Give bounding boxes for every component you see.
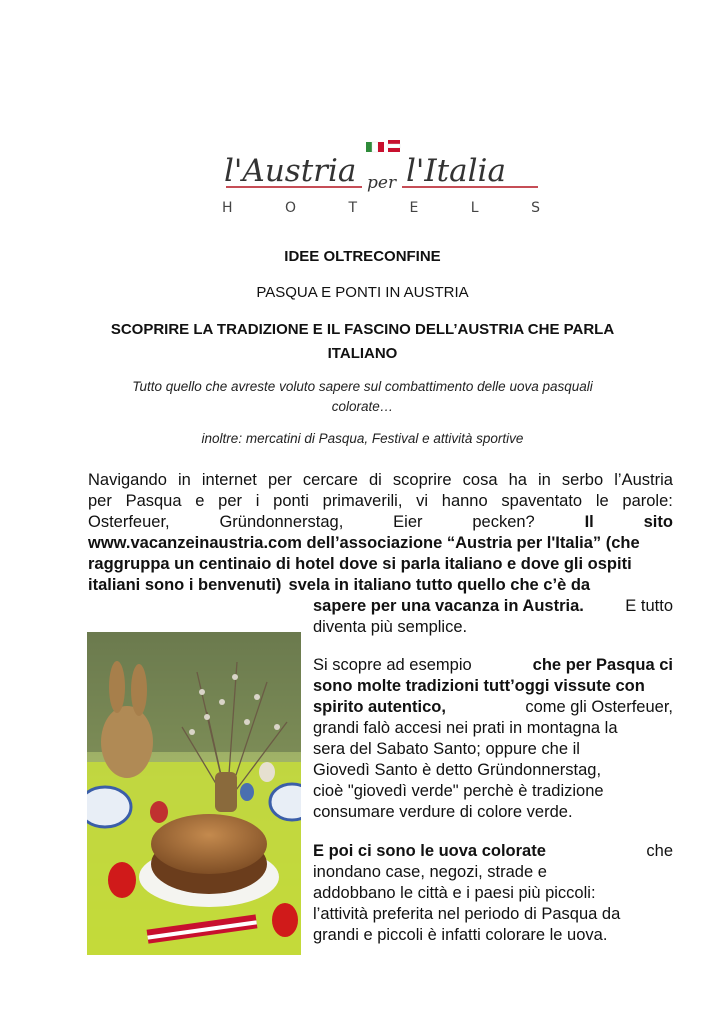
- easter-photo-image: [87, 632, 301, 955]
- paragraph-intro: [88, 470, 673, 596]
- text-line: diventa più semplice.: [313, 618, 468, 636]
- lead-line: Tutto quello che avreste voluto sapere sul combattimento delle uova pasquali: [132, 379, 593, 394]
- lead-text: [90, 377, 635, 417]
- text-line: grandi falò accesi nei prati in montagna la: [313, 719, 618, 737]
- text-line: sera del Sabato Santo; oppure che il: [313, 740, 580, 758]
- logo-text-per: per: [367, 173, 397, 193]
- text-line: raggruppa un centinaio di hotel dove si parla italiano e dove gli ospiti: [88, 555, 632, 573]
- text-line: per Pasqua e per i ponti primaverili, vi hanno spaventato le parole:: [88, 492, 673, 510]
- title-line: ITALIANO: [327, 345, 398, 362]
- text-line: Si scopre ad esempio che per Pasqua ci: [313, 656, 673, 674]
- logo-hotels: [222, 200, 540, 216]
- text-line: addobbano le città e i paesi più piccoli:: [313, 884, 596, 902]
- text-line: italiani sono i benvenuti) svela in italiano tutto quello che c’è da: [88, 576, 591, 594]
- logo-hotels-letter: E: [409, 200, 419, 216]
- title-heading: [90, 318, 635, 366]
- subtitle-heading: PASQUA E PONTI IN AUSTRIA: [256, 284, 469, 301]
- logo-hotels-letter: H: [222, 200, 233, 216]
- text-line: sono molte tradizioni tutt’oggi vissute con: [313, 677, 645, 695]
- text-line: consumare verdure di colore verde.: [313, 803, 573, 821]
- text-line: inondano case, negozi, strade e: [313, 863, 547, 881]
- text-line: cioè "giovedì verde" perchè è tradizione: [313, 782, 604, 800]
- logo-hotels-letter: L: [470, 200, 479, 216]
- easter-table-photo: [87, 632, 301, 955]
- logo-hotels-letter: T: [348, 200, 358, 216]
- text-line: Osterfeuer, Gründonnerstag, Eier pecken? Il sito: [88, 513, 673, 531]
- text-line: Giovedì Santo è detto Gründonnerstag,: [313, 761, 602, 779]
- text-line: spirito autentico, come gli Osterfeuer,: [313, 698, 673, 716]
- brand-logo: [222, 136, 540, 226]
- logo-text-left: l'Austria: [224, 153, 357, 189]
- text-line: grandi e piccoli è infatti colorare le uova.: [313, 926, 608, 944]
- kicker-heading: IDEE OLTRECONFINE: [284, 248, 441, 265]
- logo-wordmark: [222, 136, 540, 200]
- title-line: SCOPRIRE LA TRADIZIONE E IL FASCINO DELL’AUSTRIA CHE PARLA: [110, 321, 615, 338]
- lead-text-2: inoltre: mercatini di Pasqua, Festival e attività sportive: [201, 431, 524, 446]
- text-line: E poi ci sono le uova colorate che: [313, 842, 673, 860]
- paragraph-intro-cont: [313, 596, 673, 638]
- logo-hotels-letter: O: [284, 200, 297, 216]
- text-line: sapere per una vacanza in Austria. E tutto: [313, 597, 673, 615]
- paragraph-eggs: [313, 841, 673, 946]
- lead-line: colorate…: [331, 399, 394, 414]
- text-line: l’attività preferita nel periodo di Pasqua da: [313, 905, 621, 923]
- paragraph-traditions: [313, 655, 673, 823]
- flag-icon: [366, 140, 400, 152]
- logo-text-right: l'Italia: [406, 153, 506, 189]
- text-line: Navigando in internet per cercare di scoprire cosa ha in serbo l’Austria: [88, 471, 673, 489]
- logo-hotels-letter: S: [531, 200, 540, 216]
- text-line: [88, 533, 673, 554]
- website-link[interactable]: www.vacanzeinaustria.com dell’associazione “Austria per l'Italia” (che: [88, 534, 640, 552]
